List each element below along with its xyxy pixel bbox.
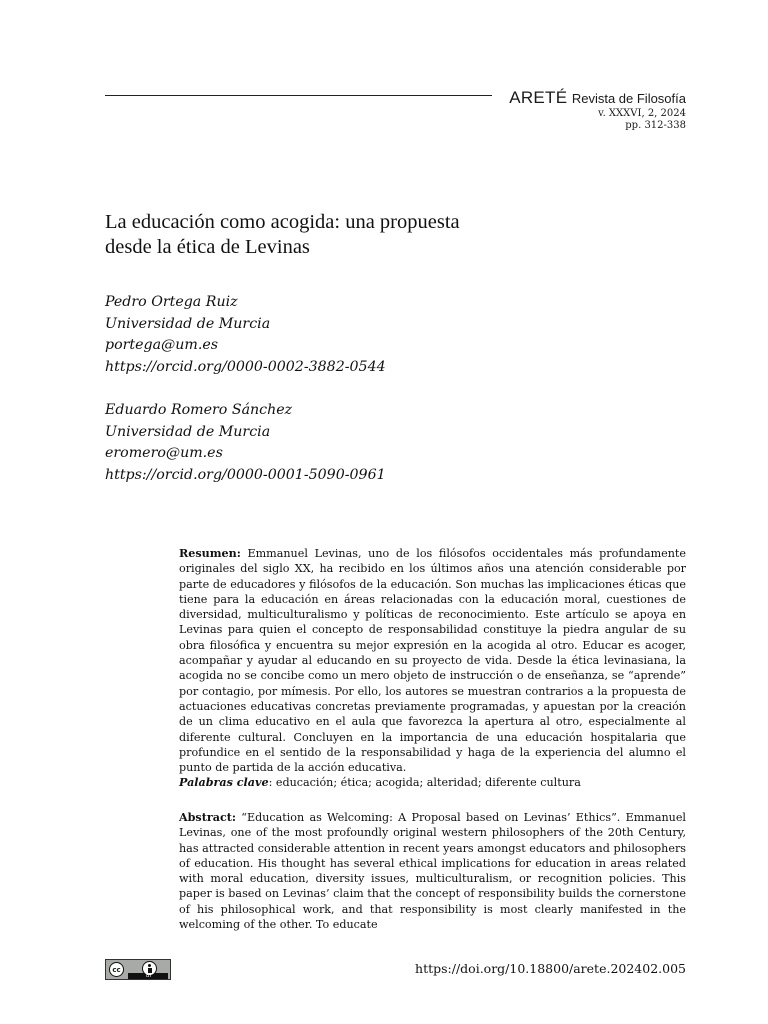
author-orcid[interactable]: https://orcid.org/0000-0002-3882-0544 xyxy=(105,358,386,375)
article-title-line: desde la ética de Levinas xyxy=(105,236,310,258)
author-name: Pedro Ortega Ruiz xyxy=(105,294,238,310)
abstract-text: “Education as Welcoming: A Proposal based on Levinas’ Ethics”. Emmanuel Levinas, one of the most profoundly original western philosophers of the 20th Century, has attracted considerable attention in recent years amongst educators and philosophers of education. His thought has several ethical implications for education in areas related with moral education, diversity issues, multiculturalism, or recognition policies. This paper is based on Levinas’ claim that the concept of responsibility builds the cornerstone of his philosophical work, and that responsibility is most clearly manifested in the welcoming of the other. To educate xyxy=(179,811,686,932)
author-block xyxy=(105,400,665,486)
author-name: Eduardo Romero Sánchez xyxy=(105,402,293,418)
creative-commons-icon: cc xyxy=(109,962,124,977)
keywords-text: : educación; ética; acogida; alteridad; diferente cultura xyxy=(268,776,581,790)
journal-subtitle: Revista de Filosofía xyxy=(571,91,686,106)
resumen-text: Emmanuel Levinas, uno de los filósofos occidentales más profundamente originales del siglo XX, ha recibido en los últimos años una atención considerable por parte de educadores y filósofos de la educación. Son muchas las implicaciones éticas que tiene para la educación en áreas relacionadas con la educación moral, cuestiones de diversidad, multiculturalismo y políticas de reconocimiento. Este artículo se apoya en Levinas para quien el concepto de responsabilidad constituye la piedra angular de su obra filosófica y encuentra su mejor expresión en la acogida al otro. Educar es acoger, acompañar y ayudar al educando en su proyecto de vida. Desde la ética levinasiana, la acogida no se concibe como un mero objeto de instrucción o de enseñanza, se “aprende” por contagio, por mímesis. Por ello, los autores se muestran contrarios a la propuesta de actuaciones educativas concretas previamente programadas, y apuestan por la creación de un clima educativo en el aula que favorezca la apertura al otro, especialmente al diferente cultural. Concluyen en la importancia de una educación hospitalaria que profundice en el sentido de la responsabilidad y haga de la experiencia del alumno el punto de partida de la acción educativa. xyxy=(179,547,686,775)
cc-by-license-badge[interactable] xyxy=(105,959,171,980)
journal-pages: pp. 312-338 xyxy=(625,120,686,131)
author-block xyxy=(105,292,665,378)
article-title xyxy=(105,210,625,260)
journal-header xyxy=(509,88,686,132)
author-email[interactable]: eromero@um.es xyxy=(105,445,223,462)
article-title-line: La educación como acogida: una propuesta xyxy=(105,211,460,233)
doi-link[interactable]: https://doi.org/10.18800/arete.202402.005 xyxy=(415,961,686,976)
resumen-section xyxy=(179,546,686,791)
journal-name: ARETÉ xyxy=(509,88,568,107)
journal-volume: v. XXXVI, 2, 2024 xyxy=(598,108,686,119)
author-email[interactable]: portega@um.es xyxy=(105,337,219,354)
resumen-label: Resumen: xyxy=(179,547,241,560)
header-rule xyxy=(105,95,492,96)
abstract-section xyxy=(179,810,686,932)
keywords-label: Palabras clave xyxy=(179,776,269,790)
author-affiliation: Universidad de Murcia xyxy=(105,315,271,332)
abstract-label: Abstract: xyxy=(179,811,236,824)
author-affiliation: Universidad de Murcia xyxy=(105,423,271,440)
author-orcid[interactable]: https://orcid.org/0000-0001-5090-0961 xyxy=(105,466,386,483)
keywords-line xyxy=(179,775,686,790)
license-by-label: BY xyxy=(146,973,153,979)
